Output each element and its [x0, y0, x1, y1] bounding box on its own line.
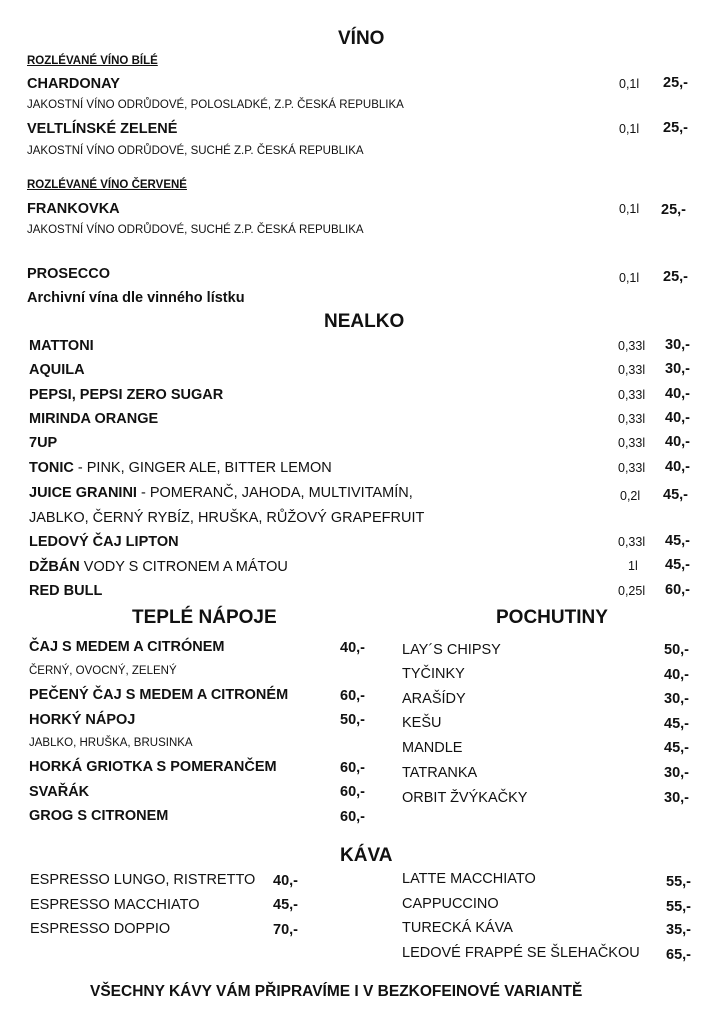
- nealko-item: [29, 460, 332, 476]
- item-name: MATTONI: [29, 338, 94, 354]
- item-price: 45,-: [665, 557, 690, 573]
- item-name: TURECKÁ KÁVA: [402, 920, 513, 936]
- item-price: 45,-: [664, 740, 689, 756]
- item-price: 25,-: [663, 120, 688, 136]
- nealko-item-continued: [29, 510, 424, 526]
- item-variants: VODY S CITRONEM A MÁTOU: [79, 559, 288, 575]
- item-price: 45,-: [273, 897, 298, 913]
- item-name: 7UP: [29, 435, 58, 451]
- item-price: 55,-: [666, 899, 691, 915]
- item-volume: 0,1l: [619, 202, 640, 216]
- item-price: 45,-: [663, 487, 688, 503]
- item-price: 35,-: [666, 922, 691, 938]
- item-volume: 0,33l: [618, 339, 646, 353]
- item-name: FRANKOVKA: [27, 201, 120, 217]
- item-description: JAKOSTNÍ VÍNO ODRŮDOVÉ, POLOSLADKÉ, Z.P. ČESKÁ REPUBLIKA: [27, 99, 404, 111]
- item-name: LEDOVÝ ČAJ LIPTON: [29, 534, 179, 550]
- item-volume: 0,1l: [619, 122, 640, 136]
- nealko-item: [29, 559, 288, 575]
- item-name: TATRANKA: [402, 765, 478, 781]
- subheader-red-wine: ROZLÉVANÉ VÍNO ČERVENÉ: [27, 179, 187, 191]
- nealko-item: [29, 583, 102, 599]
- item-volume: 0,25l: [618, 584, 646, 598]
- item-price: 70,-: [273, 922, 298, 938]
- item-name: ESPRESSO MACCHIATO: [30, 897, 200, 913]
- item-price: 50,-: [340, 712, 365, 728]
- item-variants: - POMERANČ, JAHODA, MULTIVITAMÍN,: [136, 485, 413, 501]
- item-price: 40,-: [665, 459, 690, 475]
- item-name: AQUILA: [29, 362, 85, 378]
- item-price: 40,-: [664, 667, 689, 683]
- item-description: ČERNÝ, OVOCNÝ, ZELENÝ: [29, 665, 177, 677]
- item-price: 40,-: [273, 873, 298, 889]
- item-name: VELTLÍNSKÉ ZELENÉ: [27, 121, 178, 137]
- item-price: 60,-: [340, 784, 365, 800]
- item-name: LATTE MACCHIATO: [402, 871, 536, 887]
- nealko-item: [29, 534, 179, 550]
- section-title-teple: TEPLÉ NÁPOJE: [132, 607, 277, 628]
- section-title-kava: KÁVA: [340, 845, 393, 866]
- item-name: ORBIT ŽVÝKAČKY: [402, 790, 528, 806]
- item-name: JUICE GRANINI: [29, 485, 137, 501]
- item-price: 40,-: [665, 434, 690, 450]
- item-note: Archivní vína dle vinného lístku: [27, 290, 245, 306]
- item-volume: 0,33l: [618, 436, 646, 450]
- item-name: MANDLE: [402, 740, 463, 756]
- item-name: ESPRESSO DOPPIO: [30, 921, 171, 937]
- section-title-nealko: NEALKO: [324, 311, 405, 332]
- item-name: PEPSI, PEPSI ZERO SUGAR: [29, 387, 224, 403]
- item-name: DŽBÁN: [29, 559, 80, 575]
- subheader-white-wine: ROZLÉVANÉ VÍNO BÍLÉ: [27, 55, 158, 67]
- nealko-item: [29, 485, 413, 501]
- footer-note: VŠECHNY KÁVY VÁM PŘIPRAVÍME I V BEZKOFEINOVÉ VARIANTĚ: [90, 983, 583, 1000]
- item-price: 30,-: [664, 691, 689, 707]
- item-name: HORKÁ GRIOTKA S POMERANČEM: [29, 759, 277, 775]
- item-volume: 0,33l: [618, 461, 646, 475]
- item-price: 45,-: [664, 716, 689, 732]
- item-name: PROSECCO: [27, 266, 110, 282]
- item-price: 30,-: [665, 337, 690, 353]
- item-price: 40,-: [665, 386, 690, 402]
- item-volume: 0,33l: [618, 535, 646, 549]
- item-name: RED BULL: [29, 583, 103, 599]
- item-price: 60,-: [340, 760, 365, 776]
- item-price: 60,-: [340, 688, 365, 704]
- item-price: 60,-: [340, 809, 365, 825]
- section-title-vino: VÍNO: [338, 28, 385, 49]
- item-description: JAKOSTNÍ VÍNO ODRŮDOVÉ, SUCHÉ Z.P. ČESKÁ REPUBLIKA: [27, 145, 364, 157]
- item-name: ARAŠÍDY: [402, 691, 466, 707]
- nealko-item: [29, 411, 158, 427]
- item-volume: 0,1l: [619, 77, 640, 91]
- item-variants-continued: JABLKO, ČERNÝ RYBÍZ, HRUŠKA, RŮŽOVÝ GRAPEFRUIT: [29, 510, 425, 526]
- item-price: 60,-: [665, 582, 690, 598]
- item-name: ESPRESSO LUNGO, RISTRETTO: [30, 872, 256, 888]
- item-price: 30,-: [665, 361, 690, 377]
- nealko-item: [29, 362, 85, 378]
- item-description: JAKOSTNÍ VÍNO ODRŮDOVÉ, SUCHÉ Z.P. ČESKÁ REPUBLIKA: [27, 224, 364, 236]
- item-price: 25,-: [663, 75, 688, 91]
- item-price: 65,-: [666, 947, 691, 963]
- item-name: KEŠU: [402, 715, 442, 731]
- item-volume: 1l: [628, 559, 638, 573]
- item-name: ČAJ S MEDEM A CITRÓNEM: [29, 639, 225, 655]
- item-volume: 0,33l: [618, 363, 646, 377]
- item-volume: 0,1l: [619, 271, 640, 285]
- item-price: 55,-: [666, 874, 691, 890]
- item-price: 25,-: [663, 269, 688, 285]
- item-name: HORKÝ NÁPOJ: [29, 712, 136, 728]
- item-name: CAPPUCCINO: [402, 896, 499, 912]
- item-name: GROG S CITRONEM: [29, 808, 169, 824]
- item-price: 40,-: [665, 410, 690, 426]
- item-price: 30,-: [664, 790, 689, 806]
- item-price: 25,-: [661, 202, 686, 218]
- item-name: MIRINDA ORANGE: [29, 411, 159, 427]
- item-volume: 0,2l: [620, 489, 641, 503]
- nealko-item: [29, 338, 94, 354]
- item-variants: - PINK, GINGER ALE, BITTER LEMON: [73, 460, 332, 476]
- item-name: LAY´S CHIPSY: [402, 642, 501, 658]
- section-title-pochutiny: POCHUTINY: [496, 607, 608, 628]
- item-name: LEDOVÉ FRAPPÉ SE ŠLEHAČKOU: [402, 945, 640, 961]
- item-price: 40,-: [340, 640, 365, 656]
- item-name: CHARDONAY: [27, 76, 120, 92]
- item-price: 45,-: [665, 533, 690, 549]
- item-name: TYČINKY: [402, 666, 465, 682]
- nealko-item: [29, 387, 223, 403]
- item-name: SVAŘÁK: [29, 784, 90, 800]
- item-price: 30,-: [664, 765, 689, 781]
- item-name: PEČENÝ ČAJ S MEDEM A CITRONÉM: [29, 687, 289, 703]
- nealko-item: [29, 435, 57, 451]
- item-name: TONIC: [29, 460, 74, 476]
- item-description: JABLKO, HRUŠKA, BRUSINKA: [29, 737, 193, 749]
- item-volume: 0,33l: [618, 412, 646, 426]
- item-price: 50,-: [664, 642, 689, 658]
- item-volume: 0,33l: [618, 388, 646, 402]
